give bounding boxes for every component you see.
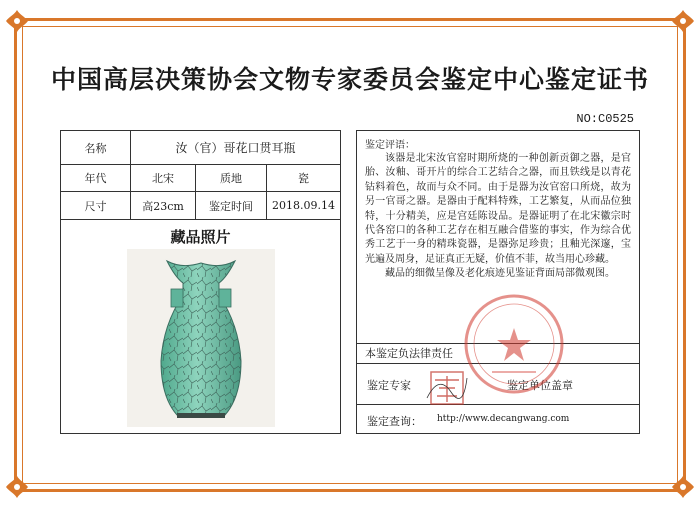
- corner-ornament-top-left: [4, 8, 30, 34]
- name-row: [61, 131, 340, 165]
- vase-photo: [127, 249, 275, 427]
- material-label: 质地: [196, 165, 267, 191]
- corner-ornament-bottom-right: [670, 474, 696, 500]
- material-value: 瓷: [298, 172, 309, 185]
- query-label: 鉴定查询：: [367, 415, 422, 428]
- certificate-title: 中国高层决策协会文物专家委员会鉴定中心鉴定证书: [50, 65, 649, 94]
- expert-label: 鉴定专家: [367, 379, 411, 392]
- size-label: 尺寸: [61, 192, 131, 219]
- size-row: [61, 192, 340, 220]
- query-url[interactable]: http://www.decangwang.com: [437, 414, 570, 424]
- photo-title: 藏品照片: [170, 228, 231, 246]
- date-value: 2018.09.14: [272, 199, 335, 212]
- query-row: [357, 405, 639, 435]
- date-label: 鉴定时间: [196, 192, 267, 219]
- expert-signature: [425, 368, 469, 408]
- name-value: 汝（官）哥花口贯耳瓶: [175, 141, 296, 155]
- official-seal-stamp: [462, 292, 566, 396]
- evaluation-text: 该器是北宋汝官窑时期所烧的一种创新贡御之器，是官胎、汝釉、哥开片的综合工艺结合之器，而且铁线是以青花钴料着色，故而与众不同。由于是器为汝官窑口所烧，故为另一官哥之器。是器由于配料特殊，工艺繁复，从而品位独特，十分精美，应是宫廷陈设品。是器证明了在北宋徽宗时代各窑口的各种工艺存在相互融合借鉴的事实，作为综合优秀工艺于一身的精珠瓷器，是器弥足珍贵；且釉光深邃，宝光遍及周身，足证真正无疑，价值不菲，故当用心珍藏。: [365, 153, 631, 265]
- unit-stamp-label: 鉴定单位盖章: [507, 379, 573, 392]
- corner-ornament-top-right: [670, 8, 696, 34]
- serial-number: NO:C0525: [576, 112, 634, 126]
- responsibility-statement: 本鉴定负法律责任: [357, 344, 639, 364]
- item-info-table: [60, 130, 341, 434]
- size-value: 高23cm: [131, 192, 196, 219]
- era-value: 北宋: [131, 165, 196, 191]
- era-row: [61, 165, 340, 192]
- era-label: 年代: [61, 165, 131, 191]
- evaluation-note: 藏品的细微呈像及老化痕迹见鉴证背面局部微观图。: [385, 268, 615, 280]
- name-label: 名称: [61, 131, 131, 164]
- corner-ornament-bottom-left: [4, 474, 30, 500]
- evaluation-label: 鉴定评语：: [365, 140, 415, 151]
